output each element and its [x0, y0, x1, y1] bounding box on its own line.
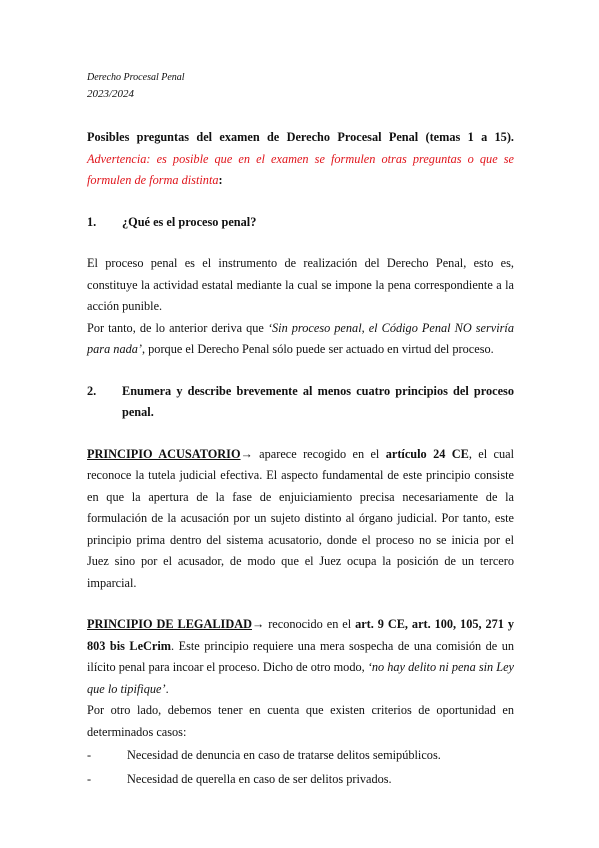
legalidad-paragraph-2: Por otro lado, debemos tener en cuenta que existen criterios de oportunidad en determinados casos:: [87, 703, 514, 739]
legalidad-pre: reconocido en el: [264, 617, 356, 631]
principio-legalidad-title: PRINCIPIO DE LEGALIDAD: [87, 617, 252, 631]
warning-colon: :: [218, 173, 223, 187]
year-header: 2023/2024: [87, 88, 135, 100]
bullet-text: Necesidad de denuncia en caso de tratarse delitos semipúblicos.: [127, 748, 441, 762]
bullet-dash: -: [87, 748, 92, 762]
legalidad-quote: ‘no hay delito ni pena sin Ley que lo tipifique’: [87, 660, 515, 696]
arrow-icon: →: [251, 617, 265, 631]
q1-p2-pre: Por tanto, de lo anterior deriva que: [87, 320, 268, 335]
acusatorio-post: , el cual reconoce la tutela judicial efectiva. El aspecto fundamental de este principio consiste en que la apertura de la fase de enjuiciamiento precisa necesariamente de la formulación de la acusación por un sujeto distinto al órgano judicial. Por tanto, este principio prima dentro del sistema acusatorio, donde el proceso no se inicia por el Juez sino por el acusador, de modo que el Juez ocupa la posición de un tercero imparcial.: [87, 446, 515, 590]
question-1-title: ¿Qué es el proceso penal?: [122, 214, 257, 229]
intro-paragraph: [87, 127, 514, 192]
question-2-title: Enumera y describe brevemente al menos cuatro principios del proceso penal.: [122, 383, 514, 419]
principio-legalidad-paragraph: [87, 614, 514, 700]
acusatorio-article: artículo 24 CE: [385, 446, 469, 461]
q1-p2-post: , porque el Derecho Penal sólo puede ser actuado en virtud del proceso.: [142, 342, 494, 356]
principio-acusatorio-paragraph: [87, 444, 514, 595]
question-1-paragraph-1: El proceso penal es el instrumento de realización del Derecho Penal, esto es, constituye la actividad estatal mediante la cual se impone la pena correspondiente a la acción punible.: [87, 256, 514, 313]
question-2-heading: [87, 381, 514, 424]
q1-p2-quote: ‘Sin proceso penal, el Código Penal NO serviría para nada’: [87, 320, 514, 356]
warning-text: Advertencia: es posible que en el examen se formulen otras preguntas o que se formulen de forma distinta: [87, 151, 514, 187]
legalidad-post: . Este principio requiere una mera sospecha de una comisión de un ilícito penal para incoar el proceso. Dicho de otro modo,: [87, 638, 514, 674]
question-2-number: 2.: [87, 383, 97, 398]
question-1-heading: [87, 212, 514, 234]
list-item: [87, 745, 514, 767]
list-item: [87, 769, 514, 791]
legalidad-articles: art. 9 CE, art. 100, 105, 271 y 803 bis LeCrim: [87, 617, 515, 653]
principio-acusatorio-title: PRINCIPIO ACUSATORIO: [87, 446, 241, 461]
question-1-number: 1.: [87, 214, 97, 229]
course-header: Derecho Procesal Penal: [87, 72, 185, 83]
arrow-icon: →: [240, 446, 253, 461]
question-1-paragraph-2: [87, 318, 514, 361]
legalidad-end: .: [165, 681, 169, 696]
acusatorio-pre: aparece recogido en el: [252, 446, 386, 461]
bullet-text: Necesidad de querella en caso de ser delitos privados.: [127, 771, 392, 786]
intro-title: Posibles preguntas del examen de Derecho Procesal Penal (temas 1 a 15).: [87, 130, 514, 144]
bullet-dash: -: [87, 771, 92, 786]
document-body: [87, 70, 514, 790]
